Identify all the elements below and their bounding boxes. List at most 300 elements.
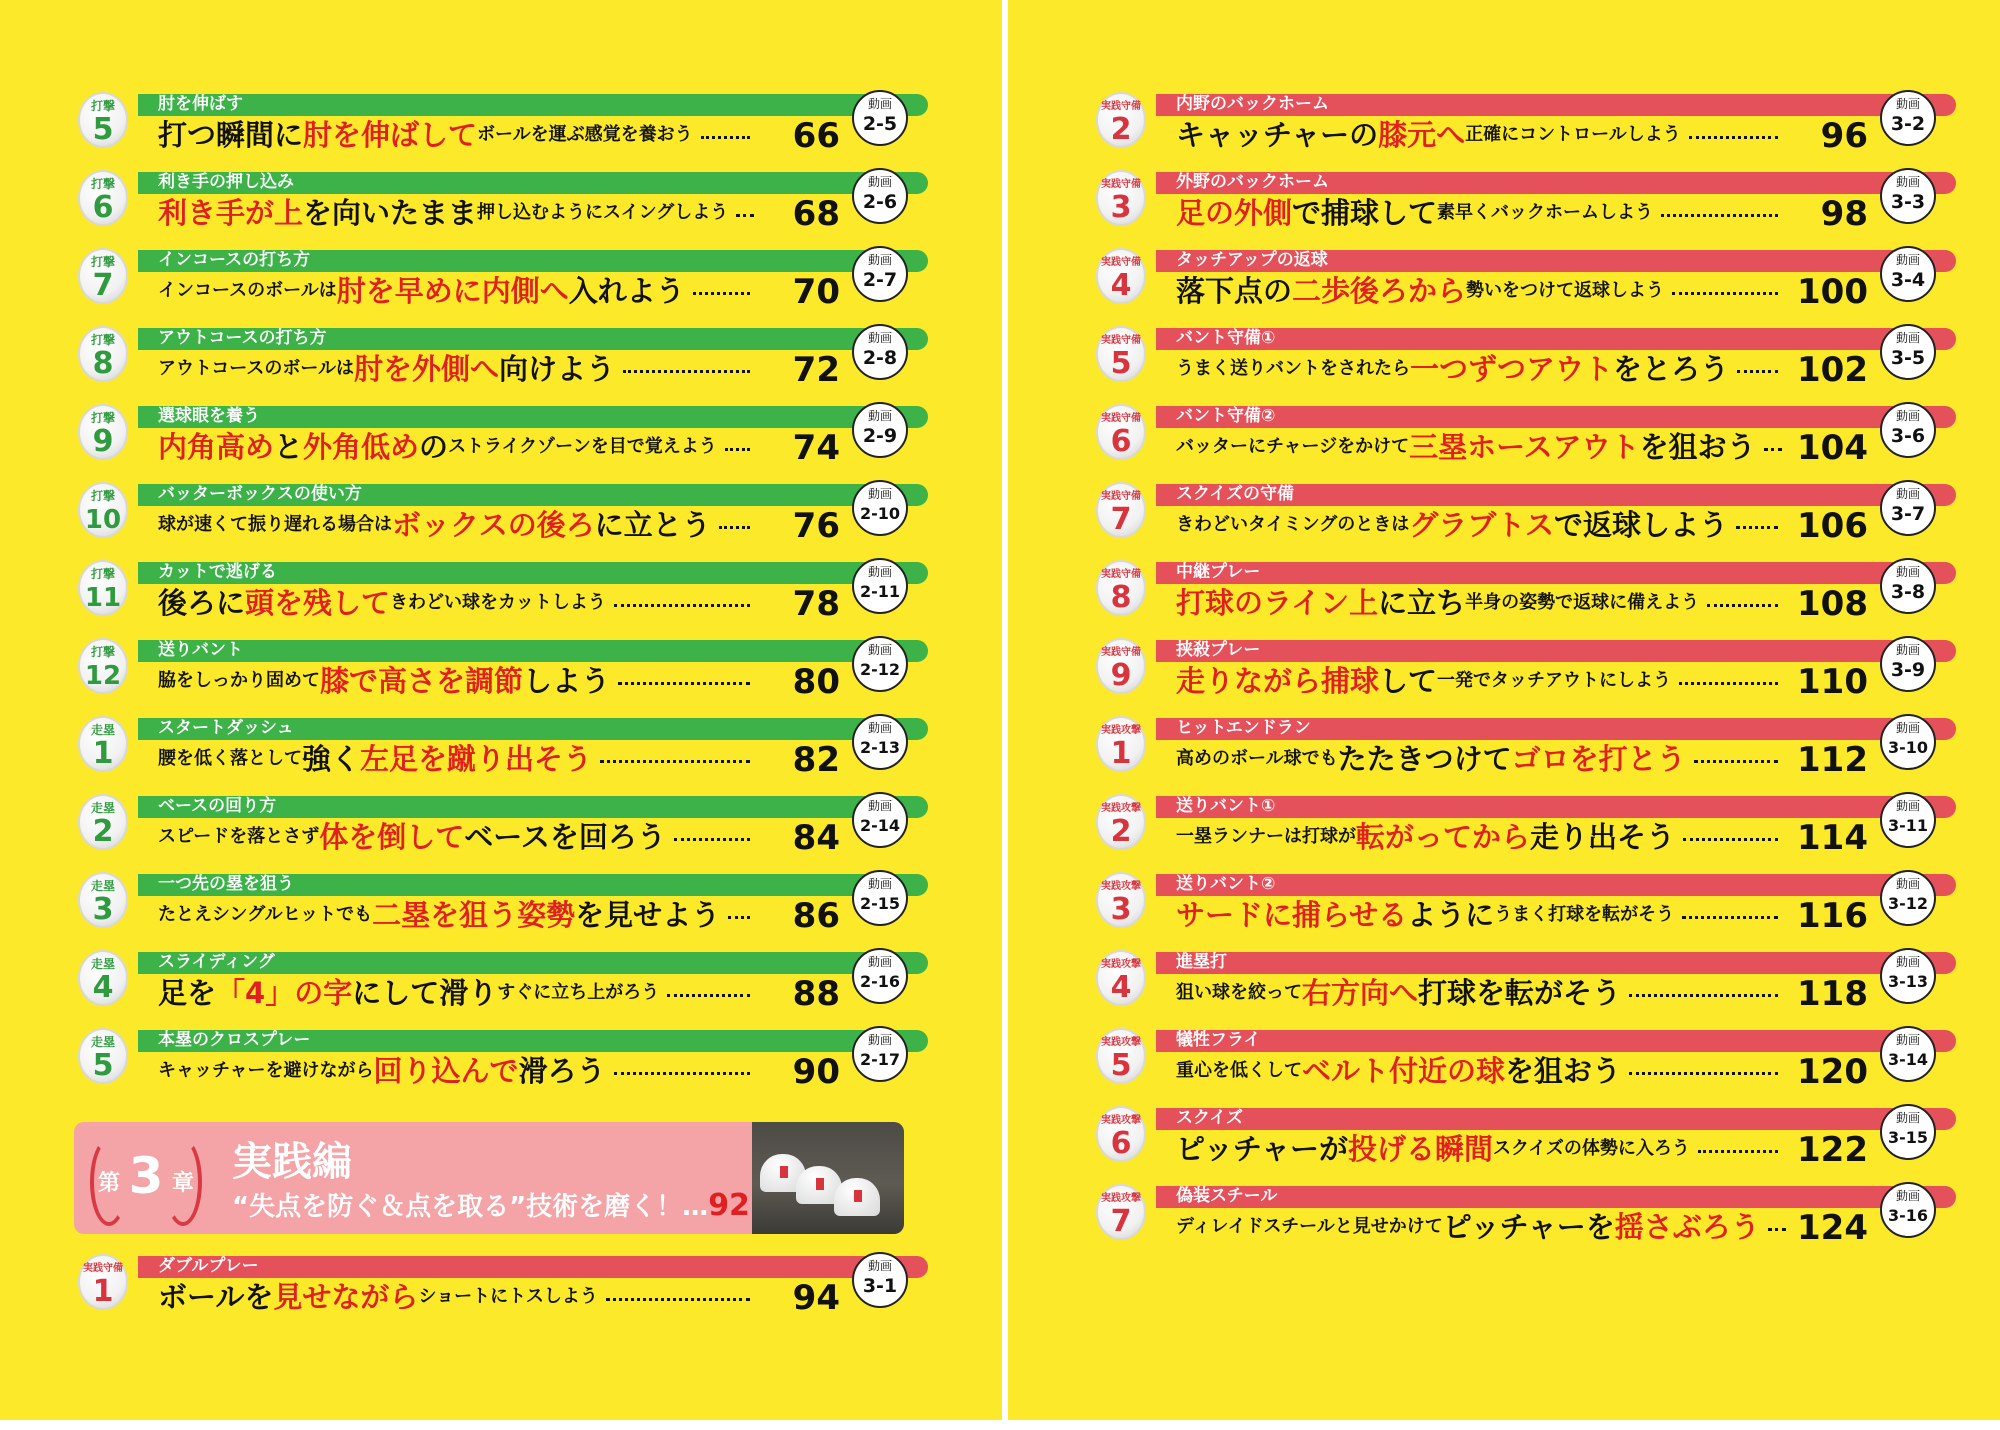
headline (158, 1050, 758, 1088)
video-circle-icon[interactable] (852, 714, 908, 770)
chapter-banner[interactable] (74, 1122, 904, 1234)
toc-entry[interactable] (1088, 556, 1936, 622)
category-number: 5 (92, 1048, 114, 1083)
headline-small-text: 一塁ランナーは打球が (1176, 826, 1356, 847)
headline-text: を向いたまま (303, 195, 478, 230)
category-label: 実践攻撃 (1101, 1037, 1141, 1048)
headline-small-text: バッターにチャージをかけて (1176, 436, 1410, 457)
category-label: 実践守備 (1101, 257, 1141, 268)
dot-leader (1764, 448, 1782, 451)
baseball-badge-icon (78, 1254, 128, 1310)
category-number: 10 (84, 505, 122, 535)
baseball-badge-icon (1096, 248, 1146, 304)
toc-entry[interactable] (1088, 790, 1936, 856)
video-circle-icon[interactable] (852, 480, 908, 536)
video-circle-icon[interactable] (852, 870, 908, 926)
video-label: 動画 (867, 487, 892, 501)
toc-entry[interactable] (70, 478, 908, 544)
page-number: 112 (1797, 740, 1868, 780)
video-circle-icon[interactable] (1880, 714, 1936, 770)
left-page (0, 0, 1002, 1420)
headline (158, 738, 758, 776)
video-label: 動画 (867, 1033, 892, 1047)
toc-entry[interactable] (70, 244, 908, 310)
headline-highlight: 見せながら (273, 1279, 419, 1314)
page-number: 108 (1797, 584, 1868, 624)
chapter-emblem (86, 1132, 206, 1224)
category-number: 4 (92, 970, 114, 1005)
chapter-title: 実践編 (232, 1139, 352, 1185)
baseball-badge-icon (1096, 482, 1146, 538)
video-label: 動画 (1895, 643, 1920, 657)
headline-highlight: 三塁ホースアウト (1409, 429, 1640, 464)
topic-bar (1156, 1108, 1956, 1130)
headline-text: 走り出そう (1530, 819, 1676, 854)
headline-highlight: グラブトス (1409, 507, 1554, 542)
video-circle-icon[interactable] (1880, 636, 1936, 692)
headline-text: に立ち (1378, 585, 1466, 620)
baseball-badge-icon (78, 248, 128, 304)
dot-leader (728, 916, 750, 919)
category-label: 実践守備 (1101, 413, 1141, 424)
headline (158, 816, 758, 854)
video-number: 3-16 (1887, 1206, 1929, 1225)
headline-highlight: 肘を外側へ (354, 351, 500, 386)
toc-entry[interactable] (70, 790, 908, 856)
topic-title: 肘を伸ばす (158, 94, 243, 114)
page-number: 90 (792, 1052, 840, 1092)
toc-entry[interactable] (70, 88, 908, 154)
video-label: 動画 (1895, 799, 1920, 813)
baseball-badge-icon (1096, 326, 1146, 382)
category-label: 打撃 (90, 411, 115, 425)
baseball-badge-icon (1096, 872, 1146, 928)
headline-text: と (274, 429, 304, 464)
headline-text: を狙おう (1505, 1053, 1622, 1088)
category-number: 6 (92, 190, 114, 225)
video-circle-icon[interactable] (1880, 1182, 1936, 1238)
video-circle-icon[interactable] (852, 1026, 908, 1082)
headline-highlight: ゴロを打とう (1511, 741, 1686, 776)
dot-leader (614, 1072, 751, 1075)
dot-leader (623, 370, 750, 373)
video-label: 動画 (867, 565, 892, 579)
video-circle-icon[interactable] (1880, 1026, 1936, 1082)
baseball-badge-icon (78, 170, 128, 226)
page-number: 82 (792, 740, 840, 780)
headline-small-text: ボールを運ぶ感覚を養おう (477, 124, 693, 145)
topic-title: バント守備② (1176, 406, 1276, 426)
headline-text: で捕球して (1292, 195, 1438, 230)
headline-highlight: 転がってから (1356, 819, 1531, 854)
video-number: 3-10 (1887, 738, 1929, 757)
headline-text: ボールを (158, 1279, 274, 1314)
dot-leader (618, 682, 750, 685)
category-label: 実践守備 (1101, 491, 1141, 502)
headline-highlight: 足の外側 (1176, 195, 1293, 230)
topic-title: バント守備① (1176, 328, 1276, 348)
baseball-badge-icon (1096, 1028, 1146, 1084)
video-number: 2-5 (862, 113, 898, 135)
headline-text: 滑ろう (518, 1053, 606, 1088)
video-number: 2-16 (859, 972, 901, 991)
headline-small-text: 脇をしっかり固めて (158, 670, 320, 691)
category-number: 3 (1110, 892, 1132, 927)
headline-highlight: 回り込んで (373, 1053, 519, 1088)
category-label: 実践守備 (1101, 101, 1141, 112)
category-number: 7 (1110, 502, 1132, 537)
category-number: 9 (1110, 658, 1132, 693)
toc-entry[interactable] (1088, 478, 1936, 544)
headline-text: 打つ瞬間に (158, 117, 304, 152)
video-number: 3-13 (1887, 972, 1929, 991)
category-label: 打撃 (90, 177, 115, 191)
baseball-badge-icon (1096, 1184, 1146, 1240)
category-number: 3 (1110, 190, 1132, 225)
headline-text: しよう (523, 663, 611, 698)
video-number: 2-6 (862, 191, 898, 213)
video-circle-icon[interactable] (1880, 792, 1936, 848)
video-label: 動画 (1895, 331, 1920, 345)
category-label: 走塁 (90, 723, 115, 737)
video-label: 動画 (867, 253, 892, 267)
baseball-badge-icon (1096, 92, 1146, 148)
category-label: 実践攻撃 (1101, 803, 1141, 814)
headline-small-text: 重心を低くして (1176, 1060, 1302, 1081)
dot-leader (725, 448, 750, 451)
dot-leader (1682, 916, 1778, 919)
video-label: 動画 (1895, 97, 1920, 111)
topic-title: 内野のバックホーム (1176, 94, 1329, 114)
video-number: 3-4 (1890, 269, 1926, 291)
toc-entry[interactable] (1088, 712, 1936, 778)
video-circle-icon[interactable] (1880, 402, 1936, 458)
video-number: 2-12 (859, 660, 901, 679)
video-circle-icon[interactable] (852, 558, 908, 614)
video-label: 動画 (867, 175, 892, 189)
headline (1176, 816, 1786, 854)
category-number: 5 (1110, 346, 1132, 381)
video-circle-icon[interactable] (1880, 870, 1936, 926)
dot-leader (1672, 292, 1778, 295)
topic-title: 選球眼を養う (158, 406, 260, 426)
dot-leader (1629, 1072, 1778, 1075)
dot-leader (1736, 526, 1778, 529)
toc-entry[interactable] (70, 1024, 908, 1090)
video-number: 3-1 (862, 1275, 898, 1297)
page-number: 72 (792, 350, 840, 390)
video-number: 3-9 (1890, 659, 1926, 681)
headline-text: 打球を転がそう (1418, 975, 1622, 1010)
dot-leader (674, 838, 750, 841)
toc-entry[interactable] (70, 322, 908, 388)
toc-entry[interactable] (70, 868, 908, 934)
page-number: 106 (1797, 506, 1868, 546)
toc-entry[interactable] (1088, 88, 1936, 154)
chapter-subtitle-line (232, 1186, 750, 1223)
video-circle-icon[interactable] (1880, 324, 1936, 380)
page-number: 96 (1820, 116, 1868, 156)
video-label: 動画 (867, 877, 892, 891)
toc-entry[interactable] (1088, 1102, 1936, 1168)
toc-entry[interactable] (70, 946, 908, 1012)
category-number: 4 (1110, 970, 1132, 1005)
headline-text: たたきつけて (1337, 741, 1512, 776)
headline (1176, 972, 1786, 1010)
baseball-badge-icon (78, 404, 128, 460)
video-label: 動画 (1895, 175, 1920, 189)
baseball-badge-icon (1096, 1106, 1146, 1162)
headline (1176, 504, 1786, 542)
dot-leader (736, 214, 754, 217)
toc-entry[interactable] (1088, 166, 1936, 232)
video-label: 動画 (1895, 253, 1920, 267)
category-label: 打撃 (90, 255, 115, 269)
headline-text: 足を (158, 975, 217, 1010)
video-label: 動画 (1895, 1033, 1920, 1047)
video-circle-icon[interactable] (1880, 480, 1936, 536)
headline-text: 強く (302, 741, 361, 776)
topic-title: スタートダッシュ (158, 718, 294, 738)
category-label: 実践攻撃 (1101, 881, 1141, 892)
category-label: 実践守備 (83, 1263, 123, 1274)
headline-text: を見せよう (575, 897, 721, 932)
dot-leader (667, 994, 750, 997)
video-number: 2-13 (859, 738, 901, 757)
video-circle-icon[interactable] (1880, 246, 1936, 302)
category-number: 3 (92, 892, 114, 927)
topic-title: 挟殺プレー (1176, 640, 1261, 660)
page-number: 94 (792, 1278, 840, 1318)
headline-text: ように (1407, 897, 1495, 932)
page-number: 102 (1797, 350, 1868, 390)
page-number: 116 (1797, 896, 1868, 936)
headline-small-text: 押し込むようにスイングしよう (477, 202, 729, 223)
headline (158, 114, 758, 152)
toc-entry[interactable] (1088, 1180, 1936, 1246)
helmet-icon (834, 1178, 880, 1216)
headline-text: に立とう (594, 507, 711, 542)
category-number: 12 (84, 661, 122, 691)
video-number: 3-2 (1890, 113, 1926, 135)
page-number: 114 (1797, 818, 1868, 858)
video-circle-icon[interactable] (852, 90, 908, 146)
chapter-shou: 章 (171, 1171, 194, 1196)
baseball-badge-icon (1096, 794, 1146, 850)
video-circle-icon[interactable] (852, 792, 908, 848)
chapter-subtitle: “失点を防ぐ＆点を取る”技術を磨く！… (232, 1192, 709, 1222)
video-circle-icon[interactable] (1880, 1104, 1936, 1160)
headline-highlight: 膝で高さを調節 (320, 663, 524, 698)
video-label: 動画 (1895, 487, 1920, 501)
video-circle-icon[interactable] (1880, 168, 1936, 224)
toc-entry[interactable] (70, 400, 908, 466)
headline-small-text: ディレイドスチールと見せかけて (1176, 1216, 1443, 1237)
topic-bar (1156, 1030, 1956, 1052)
baseball-badge-icon (1096, 950, 1146, 1006)
toc-entry[interactable] (70, 166, 908, 232)
baseball-badge-icon (78, 560, 128, 616)
video-circle-icon[interactable] (852, 1252, 908, 1308)
headline-highlight: 利き手が上 (158, 195, 304, 230)
video-circle-icon[interactable] (1880, 90, 1936, 146)
category-label: 走塁 (90, 957, 115, 971)
topic-bar (1156, 874, 1956, 896)
topic-title: スライディング (158, 952, 275, 972)
topic-bar (1156, 796, 1956, 818)
headline-small-text: 勢いをつけて返球しよう (1466, 280, 1665, 301)
video-number: 2-7 (862, 269, 898, 291)
topic-title: スクイズの守備 (1176, 484, 1294, 504)
video-label: 動画 (867, 331, 892, 345)
category-label: 走塁 (90, 801, 115, 815)
headline (1176, 114, 1786, 152)
headline (1176, 192, 1786, 230)
video-circle-icon[interactable] (1880, 948, 1936, 1004)
headline-small-text: 素早くバックホームしよう (1437, 202, 1654, 223)
helmets-photo (752, 1122, 904, 1234)
dot-leader (1629, 994, 1778, 997)
category-number: 1 (92, 736, 114, 771)
topic-title: ダブルプレー (158, 1256, 259, 1276)
dot-leader (1689, 136, 1778, 139)
video-label: 動画 (1895, 1111, 1920, 1125)
category-label: 実践攻撃 (1101, 1115, 1141, 1126)
headline (158, 972, 758, 1010)
headline-text: で返球しよう (1554, 507, 1729, 542)
topic-title: タッチアップの返球 (1176, 250, 1328, 270)
topic-bar (1156, 328, 1956, 350)
category-number: 6 (1110, 424, 1132, 459)
video-number: 3-12 (1887, 894, 1929, 913)
dot-leader (719, 526, 750, 529)
dot-leader (1661, 214, 1778, 217)
headline-small-text: スピードを落とさず (158, 826, 320, 847)
headline-highlight: 「4」の字 (216, 975, 353, 1010)
headline-small-text: インコースのボールは (158, 280, 337, 301)
video-circle-icon[interactable] (852, 402, 908, 458)
headline-text: して (1379, 663, 1438, 698)
video-label: 動画 (1895, 1189, 1920, 1203)
chapter-page-number: 92 (708, 1188, 750, 1223)
topic-title: カットで逃げる (158, 562, 277, 582)
video-label: 動画 (867, 97, 892, 111)
headline-highlight: 肘を早めに内側へ (336, 273, 569, 308)
headline-text: ピッチャーを (1442, 1209, 1615, 1244)
toc-entry[interactable] (70, 634, 908, 700)
page-number: 74 (792, 428, 840, 468)
category-label: 走塁 (90, 879, 115, 893)
toc-entry[interactable] (1088, 400, 1936, 466)
video-circle-icon[interactable] (852, 324, 908, 380)
headline (1176, 1050, 1786, 1088)
video-label: 動画 (1895, 955, 1920, 969)
headline-small-text: たとえシングルヒットでも (158, 904, 373, 925)
topic-title: 外野のバックホーム (1176, 172, 1329, 192)
baseball-badge-icon (78, 950, 128, 1006)
page-number: 118 (1797, 974, 1868, 1014)
page-number: 80 (792, 662, 840, 702)
page-number: 88 (792, 974, 840, 1014)
page-number: 76 (792, 506, 840, 546)
toc-entry[interactable] (70, 1250, 908, 1316)
page-number: 66 (792, 116, 840, 156)
headline-text: 後ろに (158, 585, 246, 620)
topic-title: バッターボックスの使い方 (158, 484, 362, 504)
dot-leader (701, 136, 750, 139)
baseball-badge-icon (78, 92, 128, 148)
headline-text: ベースを回ろう (464, 819, 666, 854)
headline-highlight: 一つずつアウト (1410, 351, 1614, 386)
topic-title: スクイズ (1176, 1108, 1243, 1128)
toc-entry[interactable] (1088, 946, 1936, 1012)
headline-highlight: 肘を伸ばして (303, 117, 478, 152)
right-page (1008, 0, 2000, 1420)
page-number: 100 (1797, 272, 1868, 312)
toc-entry[interactable] (1088, 1024, 1936, 1090)
category-number: 5 (92, 112, 114, 147)
toc-entry[interactable] (70, 712, 908, 778)
headline-small-text: アウトコースのボールは (158, 358, 355, 379)
headline (1176, 660, 1786, 698)
video-number: 3-8 (1890, 581, 1926, 603)
dot-leader (1698, 1150, 1778, 1153)
toc-entry[interactable] (1088, 322, 1936, 388)
headline-text: ピッチャーが (1176, 1131, 1348, 1166)
topic-title: 送りバント① (1176, 796, 1276, 816)
category-label: 実践攻撃 (1101, 1193, 1141, 1204)
video-circle-icon[interactable] (852, 246, 908, 302)
dot-leader (693, 292, 750, 295)
video-circle-icon[interactable] (852, 636, 908, 692)
toc-entry[interactable] (1088, 868, 1936, 934)
headline-small-text: うまく打球を転がそう (1494, 904, 1675, 925)
video-number: 2-8 (862, 347, 898, 369)
video-label: 動画 (867, 955, 892, 969)
headline-small-text: ストライクゾーンを目で覚えよう (448, 436, 717, 457)
toc-entry[interactable] (1088, 244, 1936, 310)
headline (158, 270, 758, 308)
video-circle-icon[interactable] (1880, 558, 1936, 614)
toc-entry[interactable] (70, 556, 908, 622)
baseball-badge-icon (78, 716, 128, 772)
category-number: 8 (1110, 580, 1132, 615)
baseball-badge-icon (1096, 170, 1146, 226)
headline (1176, 738, 1786, 776)
video-circle-icon[interactable] (852, 948, 908, 1004)
toc-entry[interactable] (1088, 634, 1936, 700)
video-label: 動画 (1895, 409, 1920, 423)
headline-text: にして滑り (352, 975, 498, 1010)
topic-bar (1156, 406, 1956, 428)
headline-text: をとろう (1613, 351, 1730, 386)
topic-title: 送りバント② (1176, 874, 1276, 894)
headline (158, 582, 758, 620)
video-circle-icon[interactable] (852, 168, 908, 224)
dot-leader (600, 760, 750, 763)
headline-highlight: 投げる瞬間 (1347, 1131, 1493, 1166)
topic-title: 進塁打 (1176, 952, 1227, 972)
dot-leader (1683, 838, 1778, 841)
headline (1176, 270, 1786, 308)
headline-small-text: 正確にコントロールしよう (1465, 124, 1681, 145)
topic-title: 本塁のクロスプレー (158, 1030, 311, 1050)
headline-small-text: きわどい球をカットしよう (390, 592, 606, 613)
video-label: 動画 (867, 1259, 892, 1273)
headline (1176, 348, 1786, 386)
category-label: 実践攻撃 (1101, 959, 1141, 970)
headline-highlight: 頭を残して (245, 585, 391, 620)
